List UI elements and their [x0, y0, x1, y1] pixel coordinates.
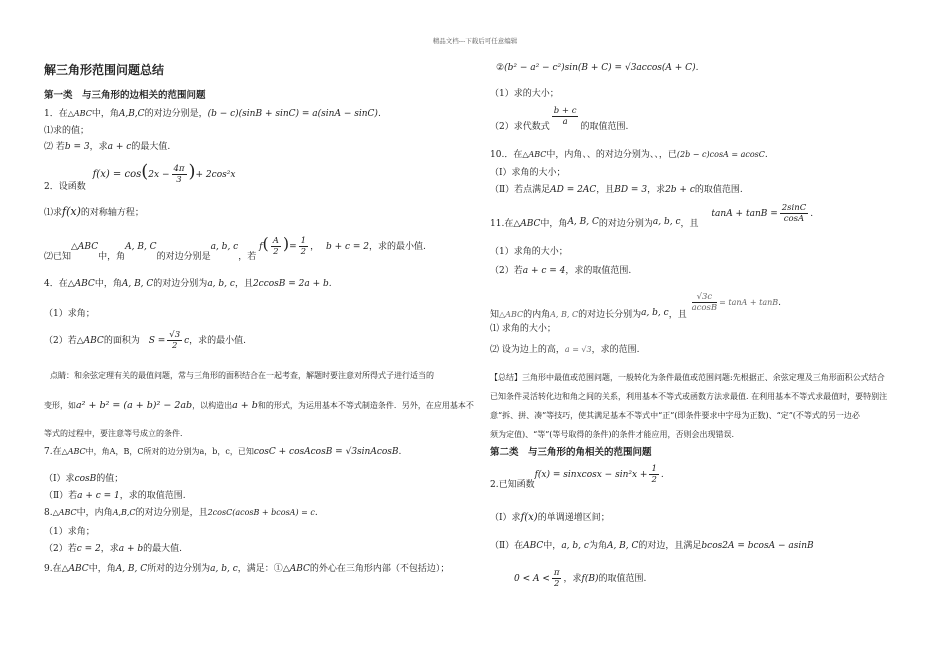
q7-part2: （Ⅱ）若a + c = 1，求的取值范围. — [44, 491, 186, 501]
q10-part2: （Ⅱ）若点满足AD = 2AC，且BD = 3，求2b + c的取值范围. — [490, 185, 743, 195]
q12-part2: ⑵ 设为边上的高，a = √3，求的范围. — [490, 345, 640, 355]
q8-part2: （2）若c = 2，求a + b的最大值. — [44, 544, 183, 554]
q1-part1: ⑴求的值； — [44, 126, 90, 136]
section-1-heading: 第一类 与三角形的边相关的范围问题 — [44, 90, 206, 101]
summary-line-3: 意“拆、拼、凑”等技巧，使其满足基本不等式中“正”(即条件要求中字母为正数)、“定”(不等式的另一边必 — [490, 411, 860, 420]
q2b-part3: 0 < A < $\frac{\pi}{2}$ ，求f(B)的取值范围. — [514, 568, 647, 589]
q2b-part1: （Ⅰ）求f(x)的单调递增区间； — [490, 512, 610, 523]
q9-part1: （1）求的大小； — [490, 89, 559, 99]
q11-part1: （1）求角的大小； — [490, 247, 568, 257]
summary-line-2: 已知条件灵活转化边和角之间的关系，利用基本不等式或函数方法求最值. 在利用基本不等式求最值时，要特别注 — [490, 392, 888, 401]
q7-stem: 7.在△ABC中，角A，B，C所对的边分别为a，b，c，已知cosC + cosAcosB = √3sinAcosB. — [44, 447, 402, 457]
q11-part2: （2）若a + c = 4，求的取值范围. — [490, 266, 632, 276]
summary-line-4: 须为定值)、“等”(等号取得的条件)的条件才能应用，否则会出现错误. — [490, 430, 735, 439]
page-header: 精品文档---下载后可任意编辑 — [432, 37, 518, 45]
q2-stem: 2．设函数 f(x) = cos(2x − $\frac{4\pi}{3}$ )+ 2cos²x — [44, 161, 236, 192]
q8-stem: 8.△ABC中，内角A,B,C的对边分别是，且2cosC(acosB + bcosA) = c. — [44, 508, 318, 518]
q2b-stem: 2.已知函数f(x) = sinxcosx − sin²x + $\frac{1}{2}$ . — [490, 464, 664, 490]
q7-part1: （Ⅰ）求cosB的值； — [44, 474, 124, 484]
q2-part2: ⑵已知△ABC中，角A, B, C的对边分别是a, b, c，若 f( $\frac{A}{2}$ )= $\frac{1}{2}$ ， b + c = 2，求的最小值. — [44, 234, 426, 262]
q1-stem: 1．在△ABC中，角A,B,C的对边分别是，(b − c)(sinB + sinC) = a(sinA − sinC). — [44, 109, 381, 119]
summary-line-1: 【总结】三角形中最值或范围问题，一般转化为条件最值或范围问题:先根据正、余弦定理及三角形面积公式结合 — [490, 373, 885, 382]
note-line-2: 变形，如a² + b² = (a + b)² − 2ab，以构造出a + b和的形式，为运用基本不等式制造条件．另外，在应用基本不 — [44, 400, 474, 411]
q9-stem: 9.在△ABC中，角A, B, C所对的边分别为a, b, c，满足：①△ABC的外心在三角形内部（不包括边）； — [44, 564, 450, 574]
note-line-3: 等式的过程中，要注意等号成立的条件． — [44, 429, 188, 438]
q9-part2: （2）求代数式 $\frac{b + c}{a}$ 的取值范围. — [490, 106, 629, 132]
q10-part1: （Ⅰ）求角的大小； — [490, 168, 566, 178]
q12-part1: ⑴ 求角的大小； — [490, 324, 556, 334]
q4-part1: （1）求角； — [44, 309, 95, 319]
q1-part2: ⑵ 若b = 3，求a + c的最大值. — [44, 142, 171, 152]
note-line-1: 点睛：和余弦定理有关的最值问题，常与三角形的面积结合在一起考查，解题时要注意对所得式子进行适当的 — [50, 371, 434, 380]
q10-stem: 10.．在△ABC中，内角、、的对边分别为、、，已(2b − c)cosA = acosC. — [490, 150, 768, 160]
q2b-part2: （Ⅱ）在ABC中，a, b, c为角A, B, C的对边，且满足bcos2A = bcosA − asinB — [490, 541, 814, 551]
q2-part1: ⑴求f(x)的对称轴方程； — [44, 205, 144, 218]
q9-condition-2: ②(b² − a² − c²)sin(B + C) = √3accos(A + C). — [496, 63, 699, 73]
section-2-heading: 第二类 与三角形的角相关的范围问题 — [490, 447, 652, 458]
q11-stem: 11.在△ABC中，角A, B, C的对边分别为a, b, c，且 tanA + tanB = $\frac{2\sin C}{\cos A}$ . — [490, 203, 814, 229]
q8-part1: （1）求角； — [44, 527, 95, 537]
q4-stem: 4．在△ABC中，角A, B, C的对边分别为a, b, c，且2ccosB = 2a + b. — [44, 279, 332, 289]
doc-title: 解三角形范围问题总结 — [44, 63, 165, 77]
q12-stem: 知△ABC的内角A, B, C的对边长分别为a, b, c，且 $\frac{√3c}{acosB}$ = tanA + tanB. — [490, 292, 781, 320]
q4-part2: （2）若△ABC的面积为 S = $\frac{√3}{2}$ c，求的最小值. — [44, 330, 247, 351]
